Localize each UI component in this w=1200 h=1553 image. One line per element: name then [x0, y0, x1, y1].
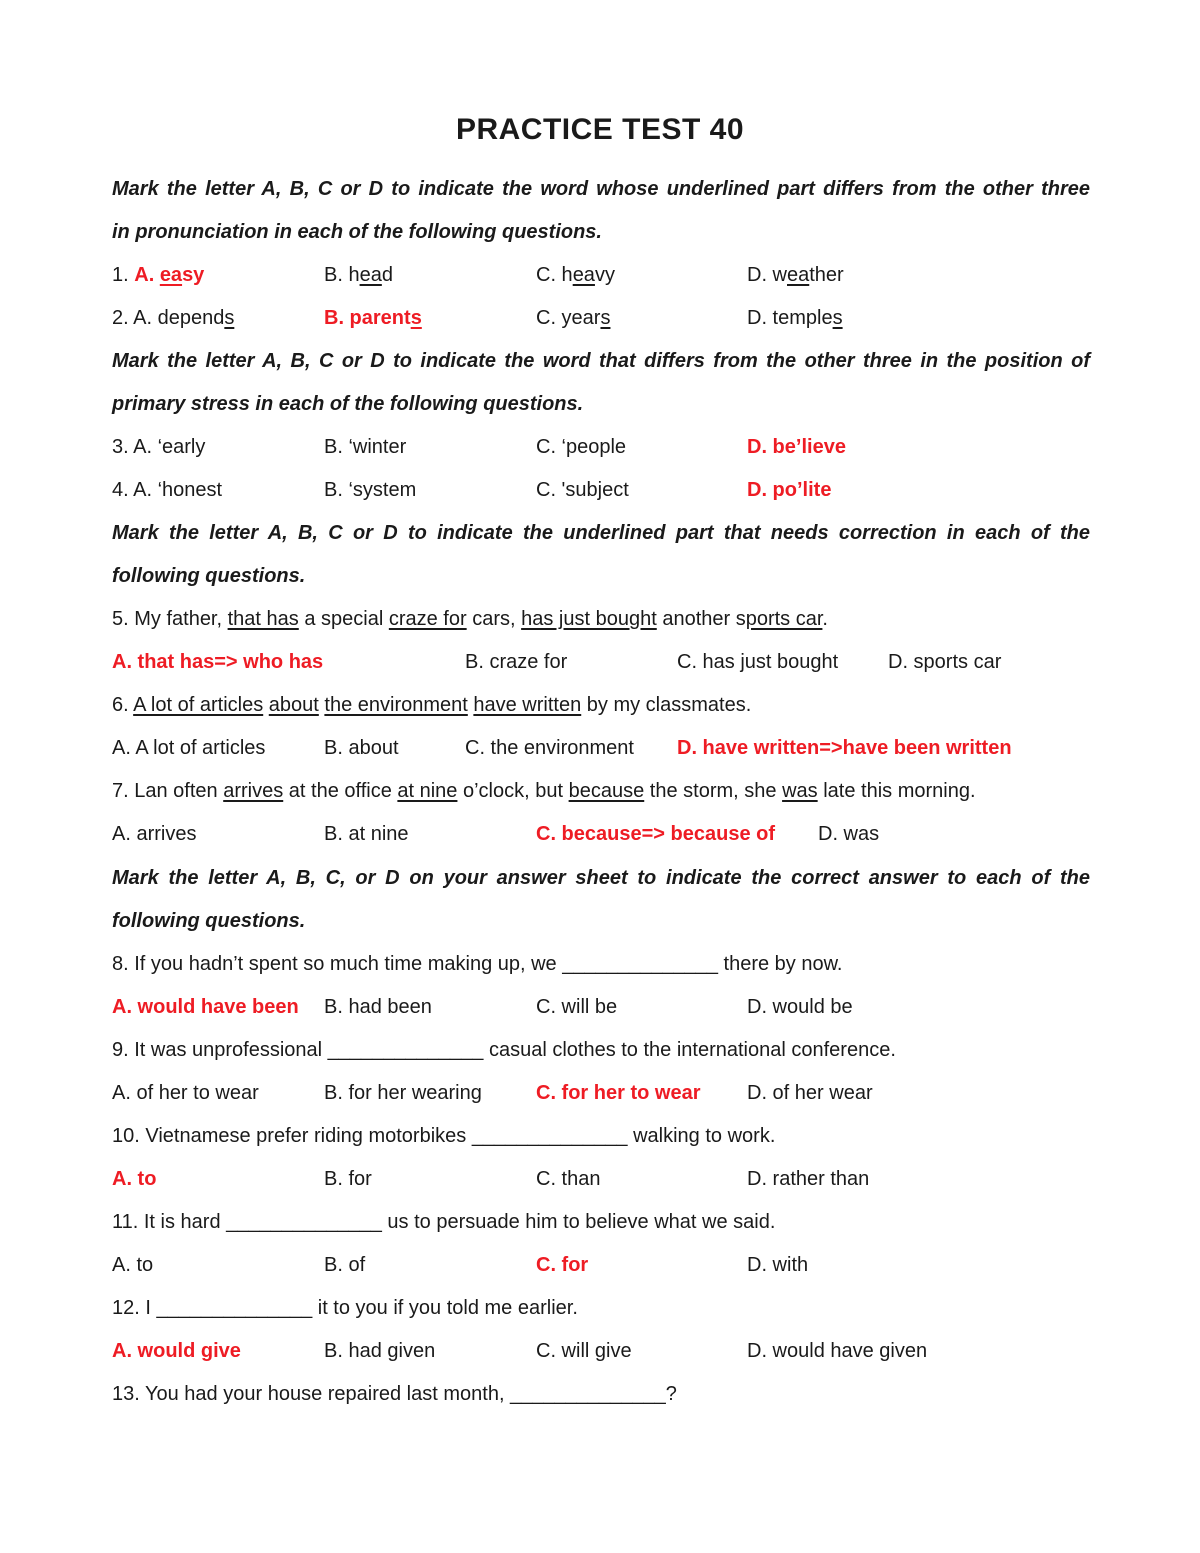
question-9-option-d: D. of her wear	[747, 1082, 873, 1104]
question-10-stem: 10. Vietnamese prefer riding motorbikes ______________ walking to work.	[112, 1125, 776, 1147]
question-9-option-a: A. of her to wear	[112, 1082, 259, 1104]
question-3-option-d: D. be’lieve	[747, 436, 846, 458]
instruction-correct-answer-line1: Mark the letter A, B, C, or D on your answer sheet to indicate the correct answer to each of the	[112, 867, 1090, 889]
question-12-option-b: B. had given	[324, 1340, 436, 1362]
page-title: PRACTICE TEST 40	[455, 113, 745, 146]
question-9-option-c: C. for her to wear	[536, 1082, 701, 1104]
question-10-option-d: D. rather than	[747, 1168, 870, 1190]
question-1-option-c: C. heavy	[536, 264, 615, 286]
question-3-option-c: C. ‘people	[536, 436, 627, 458]
question-8-option-a: A. would have been	[112, 996, 299, 1018]
question-6-option-b: B. about	[324, 737, 399, 759]
question-number: 1.	[112, 264, 129, 286]
question-2-option-c: C. years	[536, 307, 611, 329]
answer-option: A. easy	[134, 264, 205, 286]
question-5-option-b: B. craze for	[465, 651, 568, 673]
question-7-stem: 7. Lan often arrives at the office at nine o’clock, but because the storm, she was late this morning.	[112, 780, 976, 802]
question-10-option-b: B. for	[324, 1168, 372, 1190]
question-8-option-b: B. had been	[324, 996, 432, 1018]
question-1-option-d: D. weather	[747, 264, 844, 286]
question-7-option-a: A. arrives	[112, 823, 197, 845]
question-6-stem: 6. A lot of articles about the environment have written by my classmates.	[112, 694, 752, 716]
question-2-option-d: D. temples	[747, 307, 843, 329]
question-6-option-a: A. A lot of articles	[112, 737, 266, 759]
question-11-option-a: A. to	[112, 1254, 154, 1276]
question-7-option-d: D. was	[818, 823, 880, 845]
question-8-option-d: D. would be	[747, 996, 853, 1018]
question-6-option-c: C. the environment	[465, 737, 634, 759]
question-7-option-c: C. because=> because of	[536, 823, 776, 845]
question-10-option-c: C. than	[536, 1168, 601, 1190]
instruction-correct-answer-line2: following questions.	[112, 910, 306, 932]
question-1-option-a	[112, 261, 204, 289]
question-7-option-b: B. at nine	[324, 823, 409, 845]
question-4-option-b: B. ‘system	[324, 479, 417, 501]
question-9-stem: 9. It was unprofessional ______________ casual clothes to the international conference.	[112, 1039, 896, 1061]
instruction-pronunciation-line2: in pronunciation in each of the following questions.	[112, 221, 602, 243]
question-3-option-b: B. ‘winter	[324, 436, 407, 458]
question-6-option-d: D. have written=>have been written	[677, 737, 1012, 759]
question-8-option-c: C. will be	[536, 996, 618, 1018]
question-12-stem: 12. I ______________ it to you if you told me earlier.	[112, 1297, 578, 1319]
question-11-option-b: B. of	[324, 1254, 366, 1276]
question-5-option-c: C. has just bought	[677, 651, 839, 673]
question-11-stem: 11. It is hard ______________ us to persuade him to believe what we said.	[112, 1211, 776, 1233]
instruction-correction-line2: following questions.	[112, 565, 306, 587]
question-13-stem: 13. You had your house repaired last month, ______________?	[112, 1383, 677, 1405]
instruction-correction-line1: Mark the letter A, B, C or D to indicate the underlined part that needs correction in each of the	[112, 522, 1090, 544]
question-5-option-d: D. sports car	[888, 651, 1002, 673]
question-4-option-c: C. 'subject	[536, 479, 629, 501]
instruction-stress-line1: Mark the letter A, B, C or D to indicate the word that differs from the other three in the position of	[112, 350, 1090, 372]
question-8-stem: 8. If you hadn’t spent so much time making up, we ______________ there by now.	[112, 953, 843, 975]
question-12-option-a: A. would give	[112, 1340, 241, 1362]
question-10-option-a: A. to	[112, 1168, 157, 1190]
instruction-pronunciation-line1: Mark the letter A, B, C or D to indicate the word whose underlined part differs from the other three	[112, 178, 1090, 200]
question-1-option-b: B. head	[324, 264, 393, 286]
question-11-option-c: C. for	[536, 1254, 589, 1276]
question-12-option-d: D. would have given	[747, 1340, 928, 1362]
question-9-option-b: B. for her wearing	[324, 1082, 482, 1104]
question-5-option-a: A. that has=> who has	[112, 651, 324, 673]
instruction-stress-line2: primary stress in each of the following questions.	[112, 393, 584, 415]
question-4-option-a: 4. A. ‘honest	[112, 479, 223, 501]
question-2-option-b: B. parents	[324, 307, 422, 329]
question-4-option-d: D. po’lite	[747, 479, 832, 501]
question-2-option-a: 2. A. depends	[112, 307, 235, 329]
question-5-stem: 5. My father, that has a special craze for cars, has just bought another sports car.	[112, 608, 828, 630]
question-12-option-c: C. will give	[536, 1340, 632, 1362]
question-3-option-a: 3. A. ‘early	[112, 436, 206, 458]
question-11-option-d: D. with	[747, 1254, 809, 1276]
